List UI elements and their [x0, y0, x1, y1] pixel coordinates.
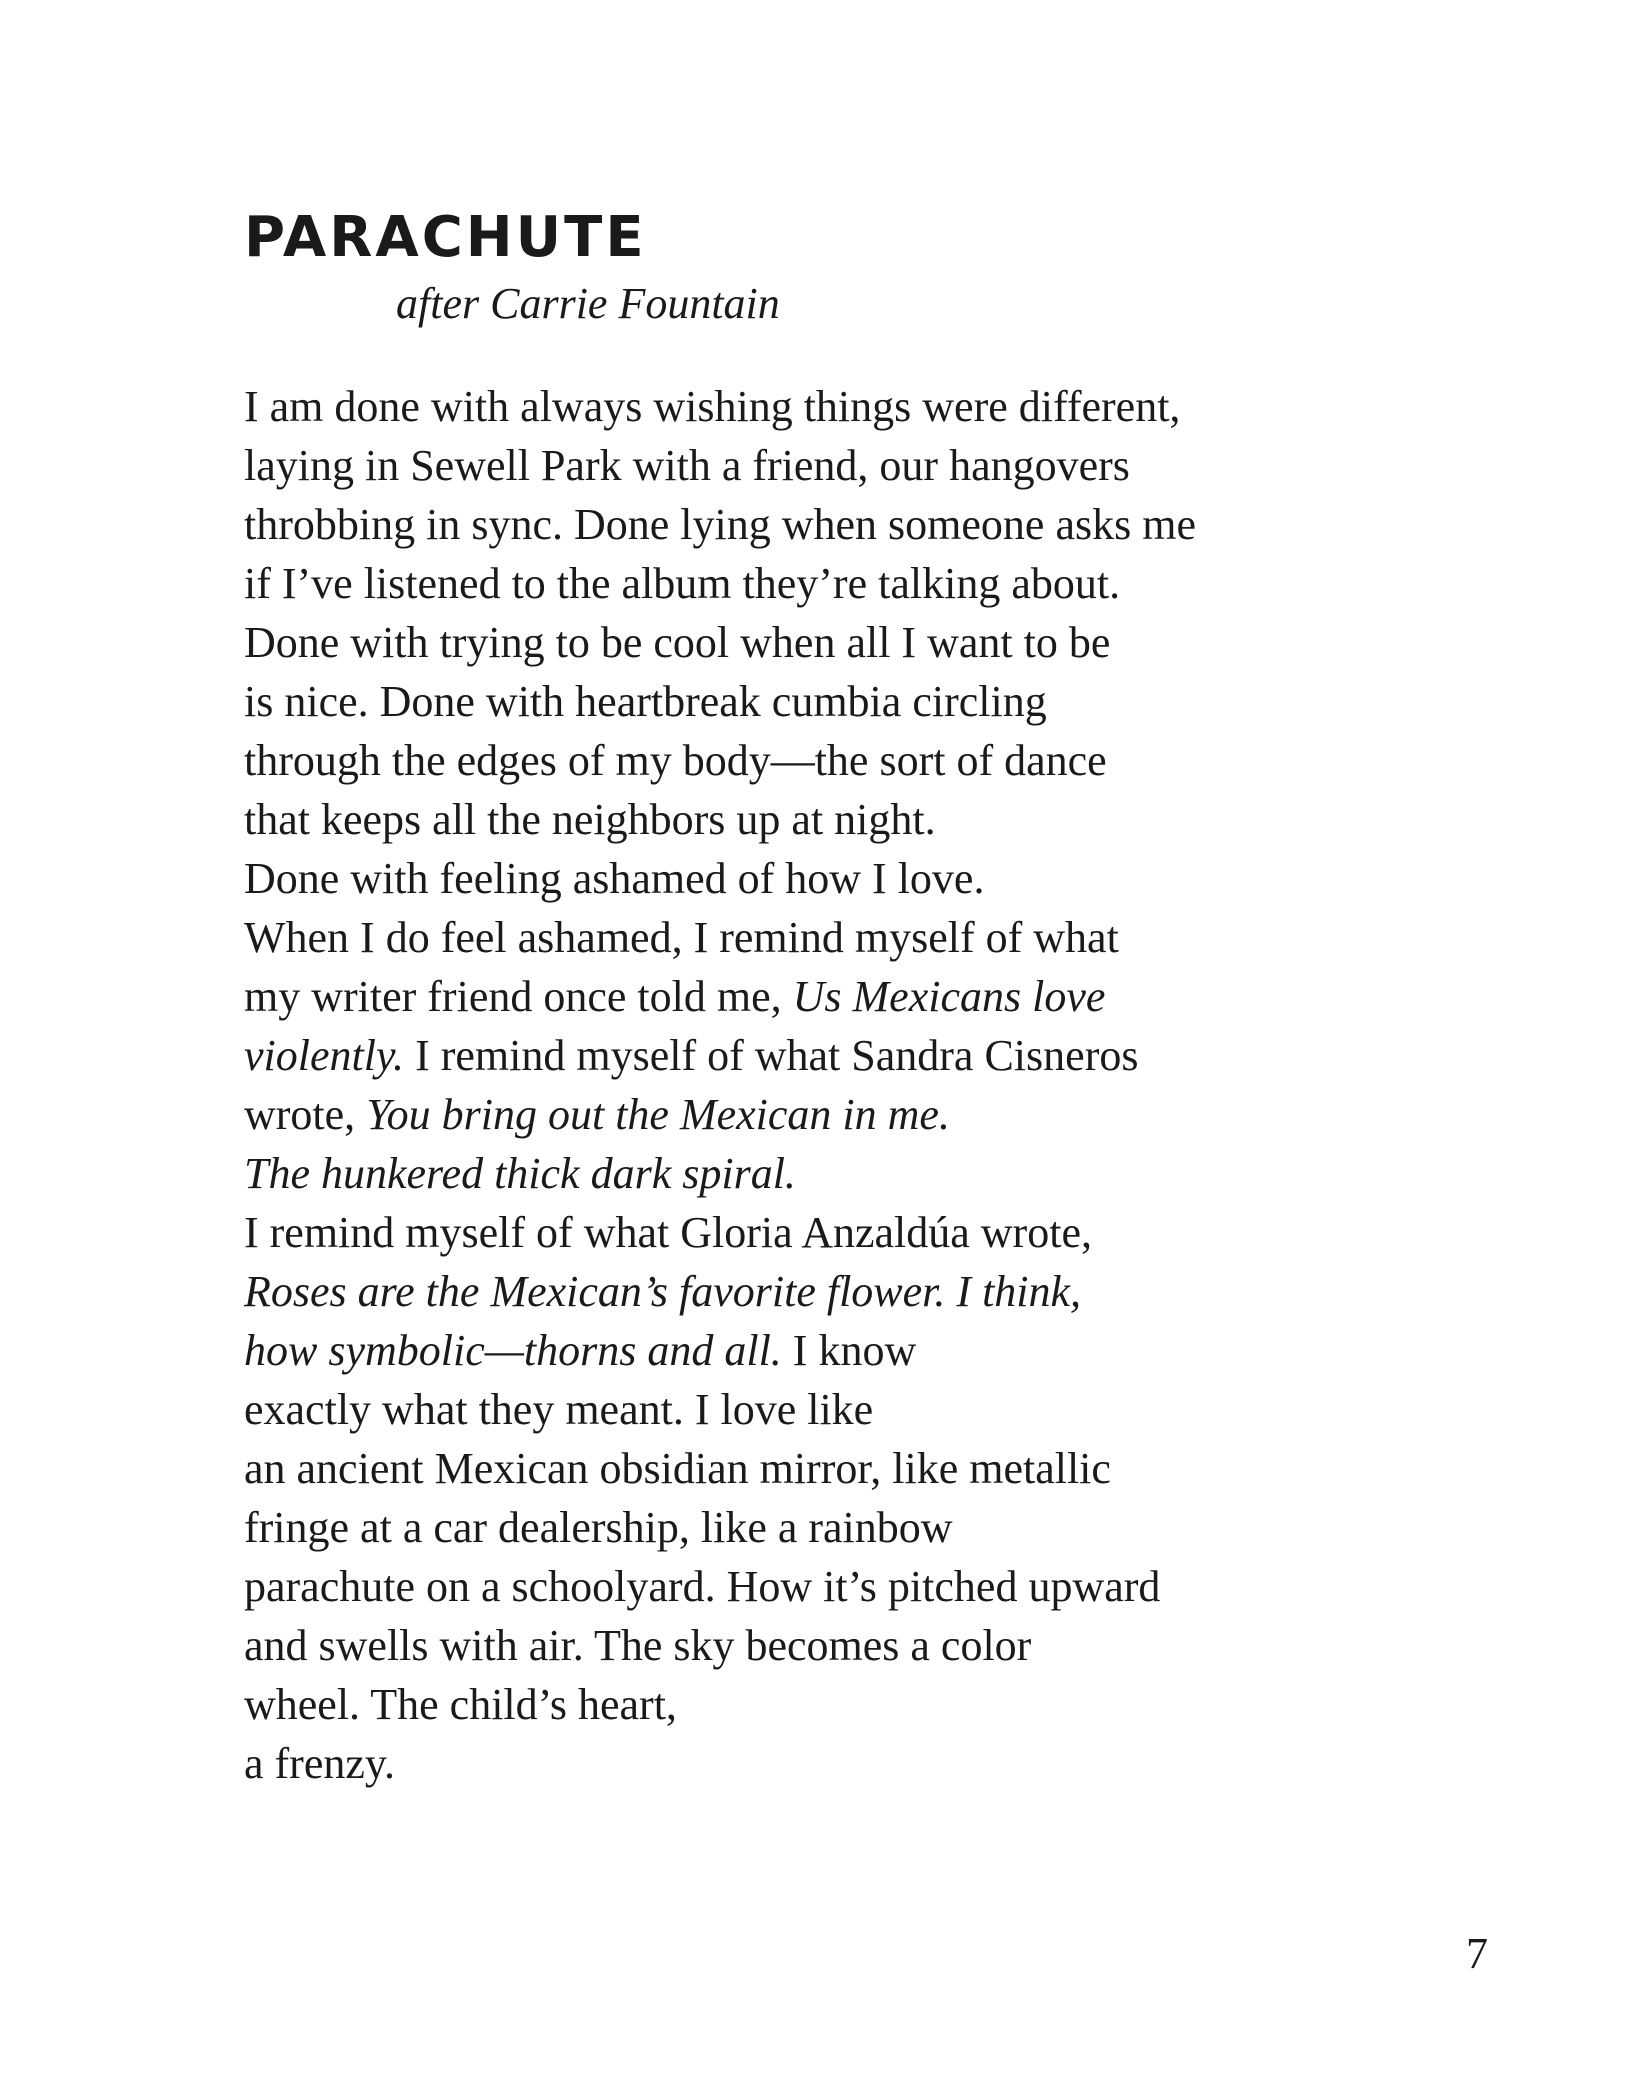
poem-line	[244, 1439, 1196, 1498]
poem-line	[244, 1675, 1196, 1734]
poem-line-text: is nice. Done with heartbreak cumbia circling	[244, 677, 1047, 726]
poem-line-text: I remind myself of what Gloria Anzaldúa wrote,	[244, 1208, 1092, 1257]
poem-line-italic-text: You bring out the Mexican in me.	[366, 1090, 950, 1139]
poem-line-text: I am done with always wishing things were different,	[244, 382, 1181, 431]
poem-line	[244, 554, 1196, 613]
poem-line-italic-text: violently.	[244, 1031, 405, 1080]
poem-line	[244, 1380, 1196, 1439]
poem-line-italic-text: how symbolic—thorns and all.	[244, 1326, 782, 1375]
poem-line-text: I know	[781, 1326, 917, 1375]
poem-line-text: through the edges of my body—the sort of dance	[244, 736, 1107, 785]
poem-line-text: if I’ve listened to the album they’re talking about.	[244, 559, 1121, 608]
poem-line	[244, 1144, 1196, 1203]
poem-line	[244, 436, 1196, 495]
poem-line	[244, 1616, 1196, 1675]
poem-line-italic-text: Us Mexicans love	[792, 972, 1106, 1021]
poem-line	[244, 1026, 1196, 1085]
poem-line-text: that keeps all the neighbors up at night.	[244, 795, 936, 844]
poem-line-text: fringe at a car dealership, like a rainbow	[244, 1503, 953, 1552]
poem-line	[244, 1321, 1196, 1380]
poem-line	[244, 1498, 1196, 1557]
poem-line	[244, 967, 1196, 1026]
poem-line-text: my writer friend once told me,	[244, 972, 793, 1021]
poem-line-text: Done with feeling ashamed of how I love.	[244, 854, 985, 903]
poem-line-italic-text: Roses are the Mexican’s favorite flower. I think,	[244, 1267, 1082, 1316]
poem-title: PARACHUTE	[244, 205, 647, 270]
poem-line-text: I remind myself of what Sandra Cisneros	[404, 1031, 1139, 1080]
poem-line-italic-text: The hunkered thick dark spiral.	[244, 1149, 796, 1198]
poem-line	[244, 1734, 1196, 1793]
poem-line	[244, 1557, 1196, 1616]
poem-line-text: and swells with air. The sky becomes a color	[244, 1621, 1032, 1670]
poem-line	[244, 495, 1196, 554]
poem-line-text: Done with trying to be cool when all I want to be	[244, 618, 1111, 667]
poem-dedication: after Carrie Fountain	[396, 279, 780, 328]
poem-line	[244, 908, 1196, 967]
poem-line-text: a frenzy.	[244, 1739, 396, 1788]
poem-line	[244, 731, 1196, 790]
poem-line	[244, 1085, 1196, 1144]
poem-line	[244, 790, 1196, 849]
poem-line-text: laying in Sewell Park with a friend, our hangovers	[244, 441, 1130, 490]
poem-line-text: wheel. The child’s heart,	[244, 1680, 677, 1729]
poem-line	[244, 672, 1196, 731]
poem-line	[244, 1262, 1196, 1321]
poem-line-text: throbbing in sync. Done lying when someone asks me	[244, 500, 1196, 549]
poem-line-text: parachute on a schoolyard. How it’s pitched upward	[244, 1562, 1161, 1611]
poem-line	[244, 1203, 1196, 1262]
poem-line	[244, 849, 1196, 908]
poem-line	[244, 377, 1196, 436]
poem-line-text: When I do feel ashamed, I remind myself of what	[244, 913, 1119, 962]
poem-body	[244, 377, 1196, 1793]
page-number: 7	[1466, 1929, 1488, 1978]
poem-line-text: wrote,	[244, 1090, 367, 1139]
poem-line	[244, 613, 1196, 672]
poem-line-text: an ancient Mexican obsidian mirror, like metallic	[244, 1444, 1111, 1493]
poem-line-text: exactly what they meant. I love like	[244, 1385, 874, 1434]
